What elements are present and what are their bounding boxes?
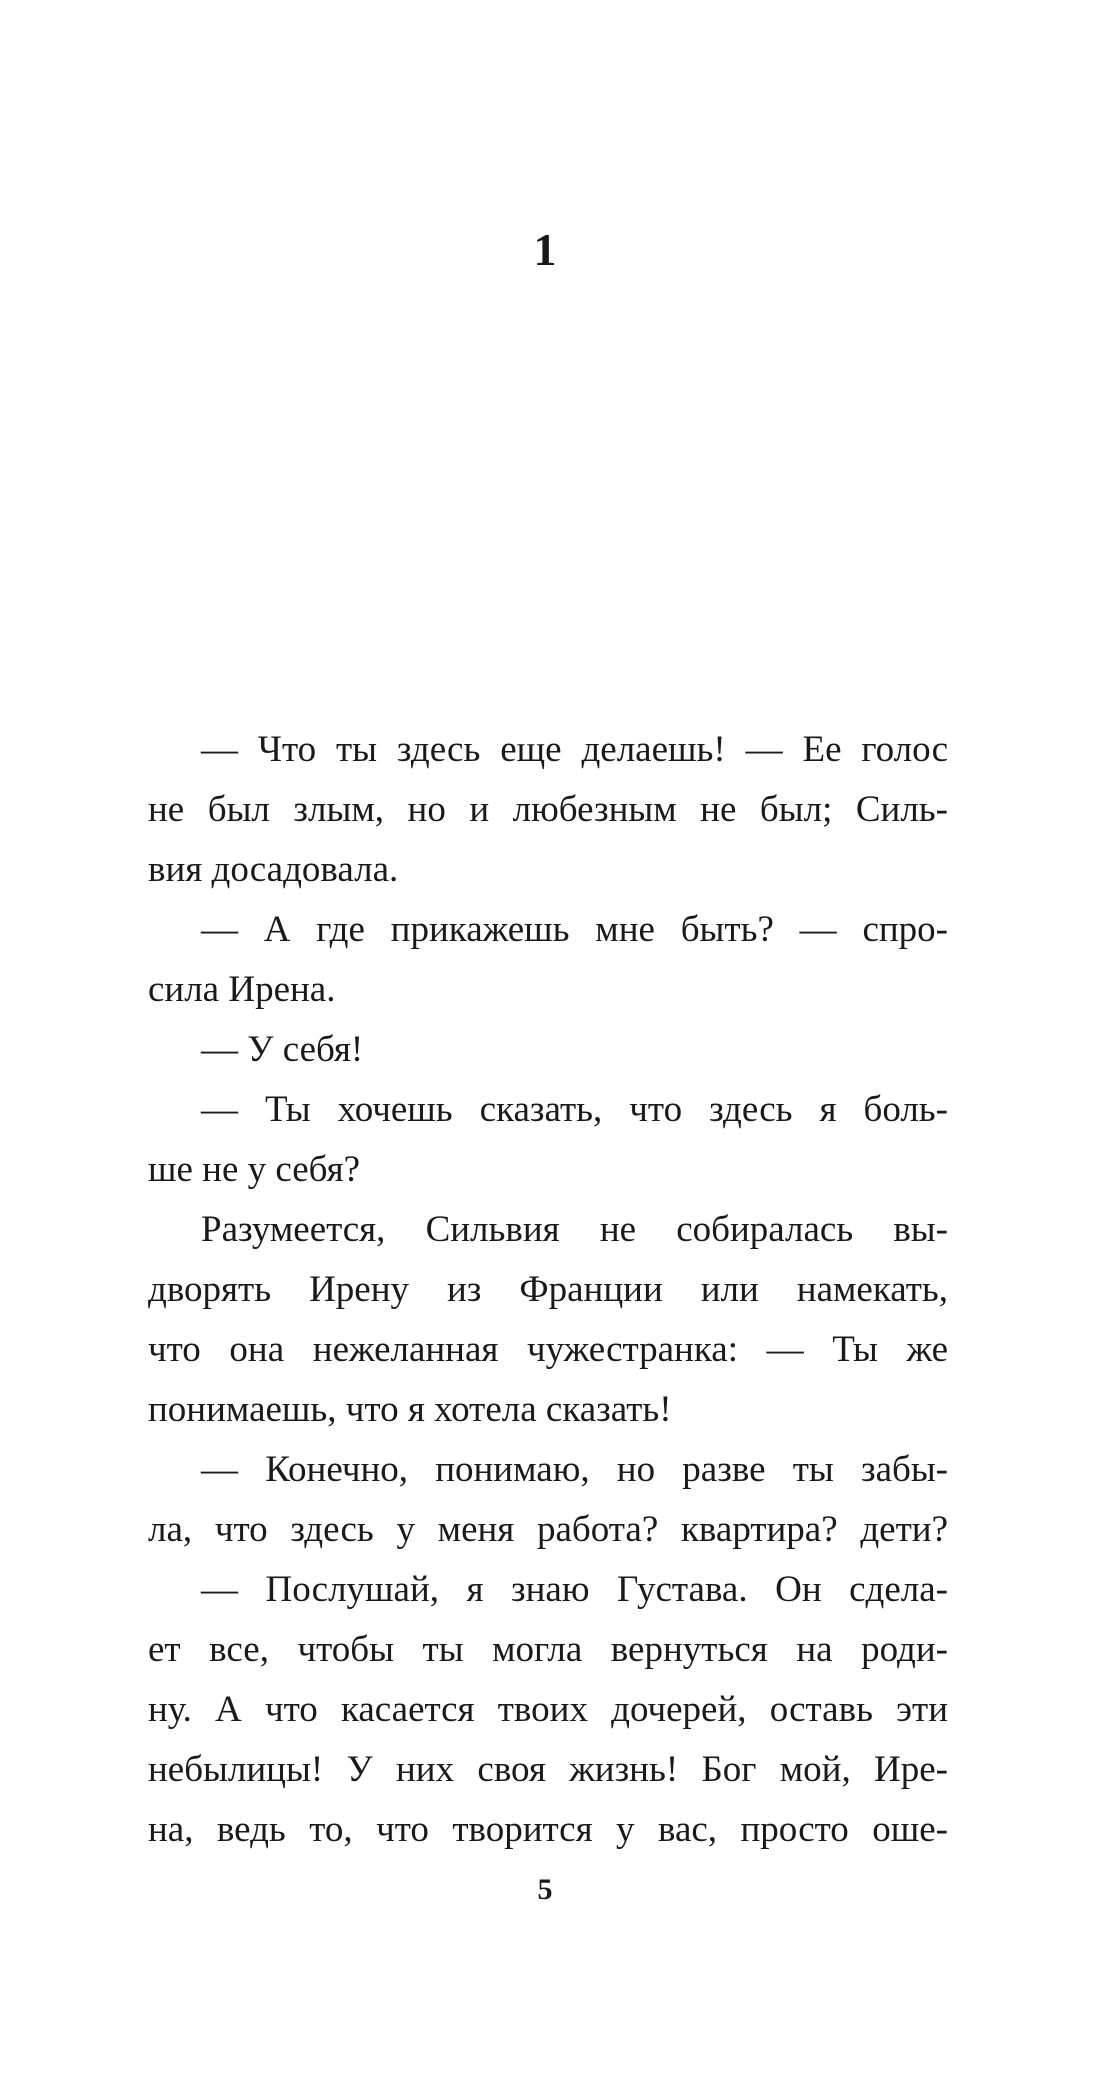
paragraph	[148, 720, 948, 780]
paragraph-continuation	[148, 1140, 948, 1200]
paragraph	[148, 1200, 948, 1260]
chapter-number: 1	[533, 224, 557, 275]
text-line: — Конечно, понимаю, но разве ты забы-	[201, 1449, 948, 1490]
text-line: не был злым, но и любезным не был; Силь-	[148, 789, 948, 830]
text-line: дворять Ирену из Франции или намекать,	[148, 1269, 948, 1310]
paragraph	[148, 1560, 948, 1620]
paragraph-continuation	[148, 1500, 948, 1560]
text-line: что она нежеланная чужестранка: — Ты же	[148, 1329, 948, 1370]
body-text	[148, 720, 948, 1860]
text-line: ет все, чтобы ты могла вернуться на роди-	[148, 1629, 948, 1670]
paragraph-continuation	[148, 960, 948, 1020]
paragraph-continuation	[148, 780, 948, 900]
text-line: понимаешь, что я хотела сказать!	[148, 1389, 672, 1430]
text-line: ла, что здесь у меня работа? квартира? дети?	[148, 1509, 948, 1550]
text-line: на, ведь то, что творится у вас, просто оше-	[148, 1809, 948, 1850]
paragraph	[148, 1440, 948, 1500]
paragraph	[148, 1020, 948, 1080]
paragraph	[148, 900, 948, 960]
text-line: — Послушай, я знаю Густава. Он сдела-	[201, 1569, 948, 1610]
text-line: вия досадовала.	[148, 849, 399, 890]
text-line: — Ты хочешь сказать, что здесь я боль-	[201, 1089, 948, 1130]
text-line: сила Ирена.	[148, 969, 336, 1010]
text-line: небылицы! У них своя жизнь! Бог мой, Ире-	[148, 1749, 948, 1790]
text-line: Разумеется, Сильвия не собиралась вы-	[201, 1209, 948, 1250]
paragraph-continuation	[148, 1620, 948, 1860]
paragraph	[148, 1080, 948, 1140]
text-line: ну. А что касается твоих дочерей, оставь эти	[148, 1689, 948, 1730]
text-line: — Что ты здесь еще делаешь! — Ее голос	[201, 729, 948, 770]
paragraph-continuation	[148, 1260, 948, 1440]
text-line: ше не у себя?	[148, 1149, 361, 1190]
page-number: 5	[537, 1873, 553, 1906]
text-line: — А где прикажешь мне быть? — спро-	[201, 909, 948, 950]
text-line: — У себя!	[201, 1029, 364, 1070]
